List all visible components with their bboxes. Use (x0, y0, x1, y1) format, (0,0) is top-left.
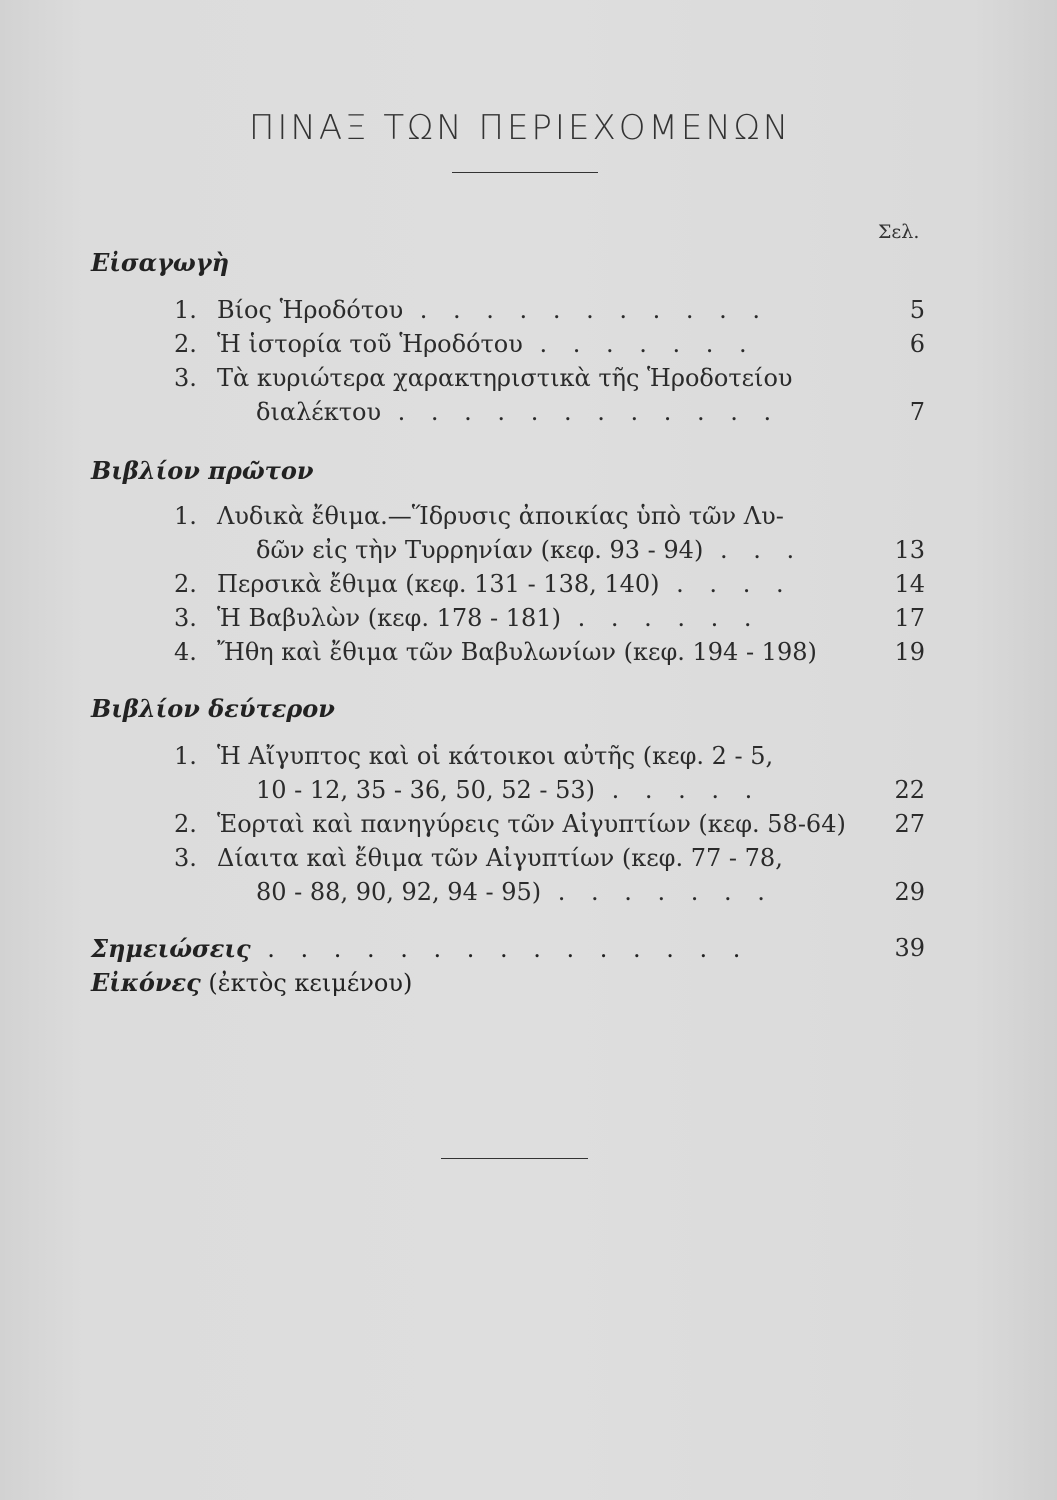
entry-text: Περσικὰ ἔθιμα (κεφ. 131 - 138, 140) . . . . (217, 570, 793, 598)
entry-text: Ἡ Αἴγυπτος καὶ οἱ κάτοικοι αὐτῆς (κεφ. 2 - 5, (217, 742, 774, 770)
section-heading-book2: Βιβλίον δεύτερον (91, 694, 335, 723)
entry-text: Δίαιτα καὶ ἔθιμα τῶν Αἰγυπτίων (κεφ. 77 - 78, (217, 844, 783, 872)
entry-number: 2. (174, 810, 197, 838)
entry-number: 1. (174, 742, 197, 770)
entry-number: 1. (174, 296, 197, 324)
title-divider (452, 172, 598, 173)
entry-text: Ἑορταὶ καὶ πανηγύρεις τῶν Αἰγυπτίων (κεφ. 58-64) (217, 810, 846, 838)
entry-number: 1. (174, 502, 197, 530)
entry-page: 5 (909, 296, 925, 324)
entry-page: 19 (894, 638, 925, 666)
entry-number: 3. (174, 604, 197, 632)
page-column-label: Σελ. (878, 221, 920, 243)
entry-text: Ἡ ἱστορία τοῦ Ἡροδότου . . . . . . . (217, 330, 756, 358)
entry-page: 13 (894, 536, 925, 564)
entry-continuation: δῶν εἰς τὴν Τυρρηνίαν (κεφ. 93 - 94) . . . (256, 536, 804, 564)
entry-text: Ἤθη καὶ ἔθιμα τῶν Βαβυλωνίων (κεφ. 194 - 198) (217, 638, 817, 666)
notes-page: 39 (894, 934, 925, 962)
entry-number: 2. (174, 570, 197, 598)
images-entry: Εἰκόνες (ἐκτὸς κειμένου) (91, 968, 413, 997)
entry-page: 14 (894, 570, 925, 598)
entry-number: 3. (174, 844, 197, 872)
entry-number: 2. (174, 330, 197, 358)
entry-continuation: 10 - 12, 35 - 36, 50, 52 - 53) . . . . . (256, 776, 762, 804)
bottom-divider (441, 1158, 588, 1159)
entry-text: Ἡ Βαβυλὼν (κεφ. 178 - 181) . . . . . . (217, 604, 761, 632)
entry-continuation: 80 - 88, 90, 92, 94 - 95) . . . . . . . (256, 878, 774, 906)
section-heading-intro: Εἰσαγωγὴ (91, 248, 230, 277)
entry-number: 3. (174, 364, 197, 392)
entry-number: 4. (174, 638, 197, 666)
entry-page: 27 (894, 810, 925, 838)
entry-page: 7 (909, 398, 925, 426)
entry-page: 29 (894, 878, 925, 906)
entry-page: 6 (909, 330, 925, 358)
entry-page: 22 (894, 776, 925, 804)
entry-text: Λυδικὰ ἔθιμα.—Ἵδρυσις ἀποικίας ὑπὸ τῶν Λυ- (217, 502, 784, 530)
entry-page: 17 (894, 604, 925, 632)
section-heading-book1: Βιβλίον πρῶτον (91, 456, 314, 485)
page-title: ΠΙΝΑΞ ΤΩΝ ΠΕΡΙΕΧΟΜΕΝΩΝ (248, 108, 792, 148)
entry-text: Τὰ κυριώτερα χαρακτηριστικὰ τῆς Ἡροδοτείου (217, 364, 793, 392)
entry-text: Βίος Ἡροδότου . . . . . . . . . . . (217, 296, 769, 324)
notes-entry: Σημειώσεις . . . . . . . . . . . . . . . (91, 934, 750, 963)
entry-continuation: διαλέκτου . . . . . . . . . . . . (256, 398, 781, 426)
